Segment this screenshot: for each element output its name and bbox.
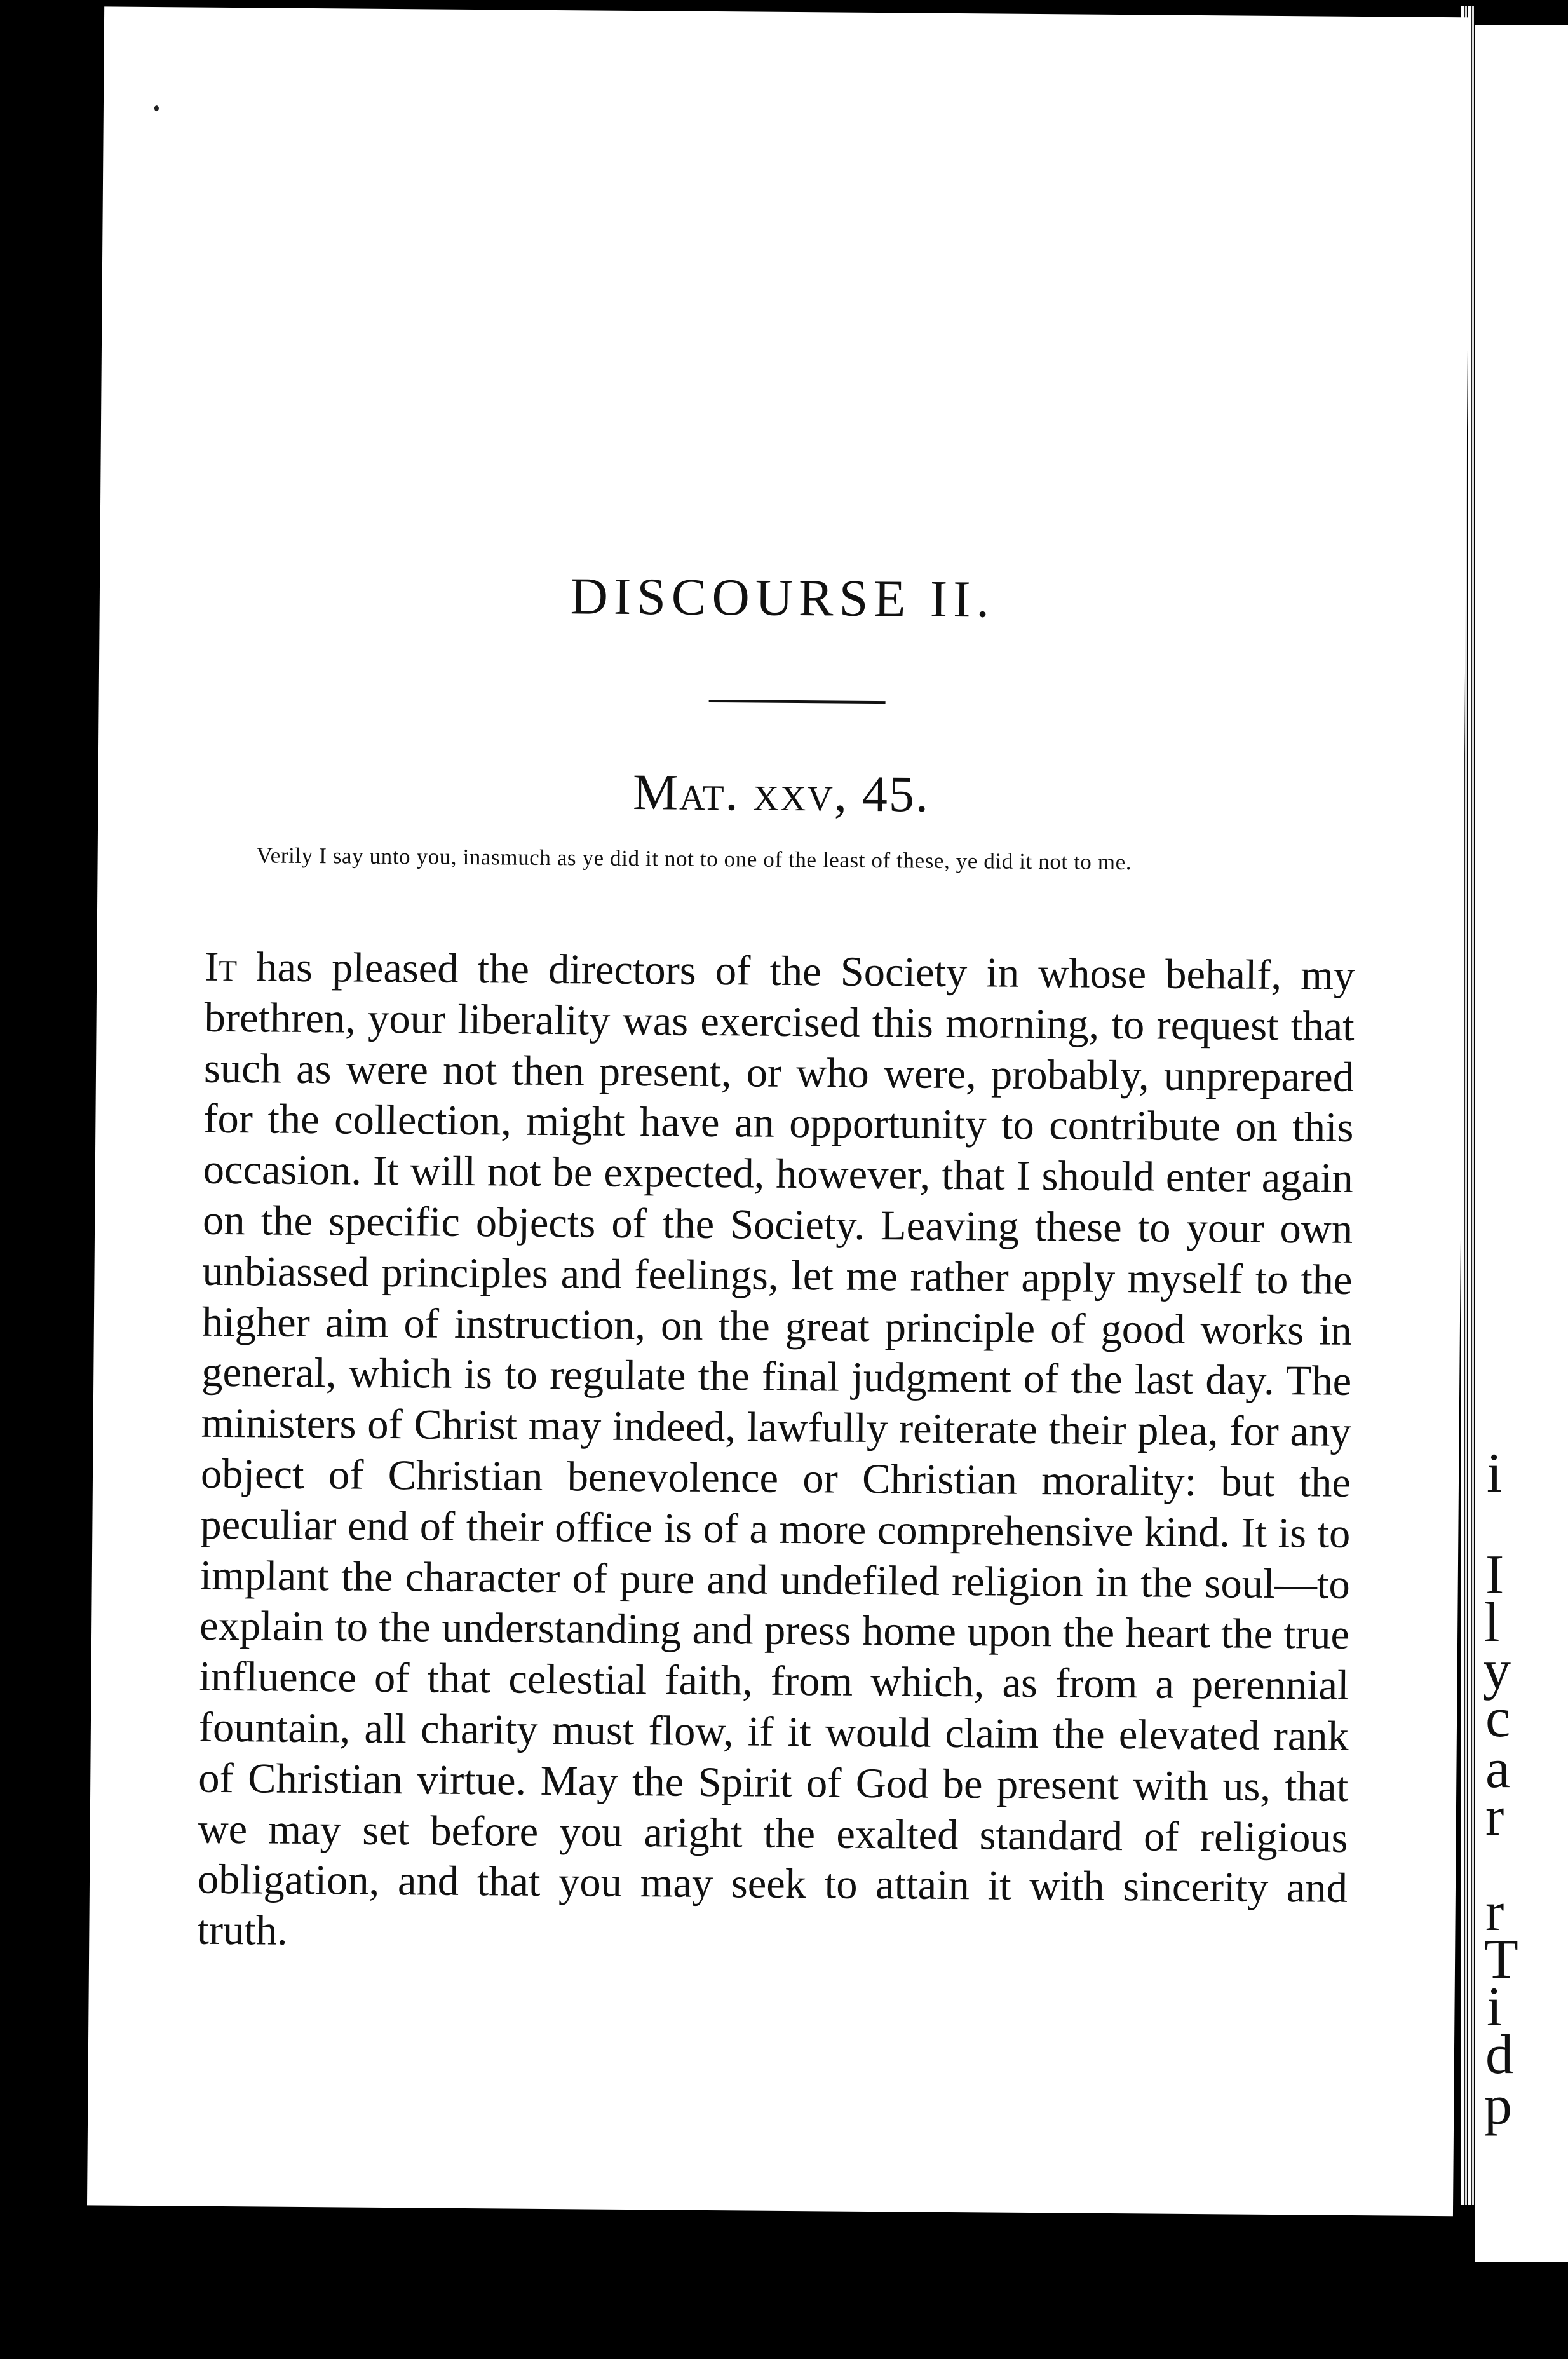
book-page: [87, 6, 1470, 2216]
opening-word: It: [205, 943, 238, 991]
facing-page-letter: a: [1485, 1738, 1511, 1800]
scripture-reference: Mat. xxv, 45.: [632, 765, 930, 823]
body-paragraph: has pleased the directors of the Society in whose behalf, my brethren, your liberality was exercised this morning, to request that such as were not then present, or who were, probably, unprepared for the collection, might have an opportunity to contribute on this occasion. It will not be expected, however, that I should enter again on the specific objects of the Society. Leaving these to your own unbiassed principles and feelings, let me rather apply myself to the higher aim of instruction, on the great principle of good works in general, which is to regulate the final judgment of the last day. The ministers of Christ may indeed, lawfully reiterate their plea, for any object of Christian benevolence or Christian morality: but the peculiar end of their office is of a more comprehensive kind. It is to implant the character of pure and undefiled religion in the soul—to explain to the understanding and press home upon the heart the true influence of that celestial faith, from which, as from a perennial fountain, all charity must flow, if it would claim the elevated rank of Christian virtue. May the Spirit of God be present with us, that we may set before you aright the exalted standard of religious obligation, and that you may seek to attain it with sincerity and truth.: [197, 944, 1355, 1954]
facing-page-letter: y: [1483, 1640, 1511, 1701]
facing-page-letter: I: [1485, 1544, 1504, 1606]
facing-page-letter: l: [1484, 1592, 1500, 1654]
facing-page-letter: r: [1485, 1786, 1504, 1847]
scan-speck: [154, 105, 159, 111]
facing-page-letter: r: [1485, 1881, 1504, 1943]
facing-page-letter: T: [1484, 1929, 1518, 1990]
epigraph: Verily I say unto you, inasmuch as ye did it not to one of the least of these, ye did it not to me.: [256, 843, 1132, 875]
discourse-body: [197, 942, 1355, 1965]
facing-page-letter: p: [1484, 2075, 1512, 2137]
discourse-title: DISCOURSE II.: [570, 567, 996, 629]
title-rule: [709, 700, 886, 704]
facing-page-letter: i: [1487, 1976, 1503, 2038]
facing-page-letter: c: [1485, 1687, 1511, 1749]
facing-page-edge: [1475, 25, 1568, 2262]
facing-page-letter: d: [1485, 2024, 1513, 2086]
facing-page-letter: i: [1487, 1443, 1503, 1504]
